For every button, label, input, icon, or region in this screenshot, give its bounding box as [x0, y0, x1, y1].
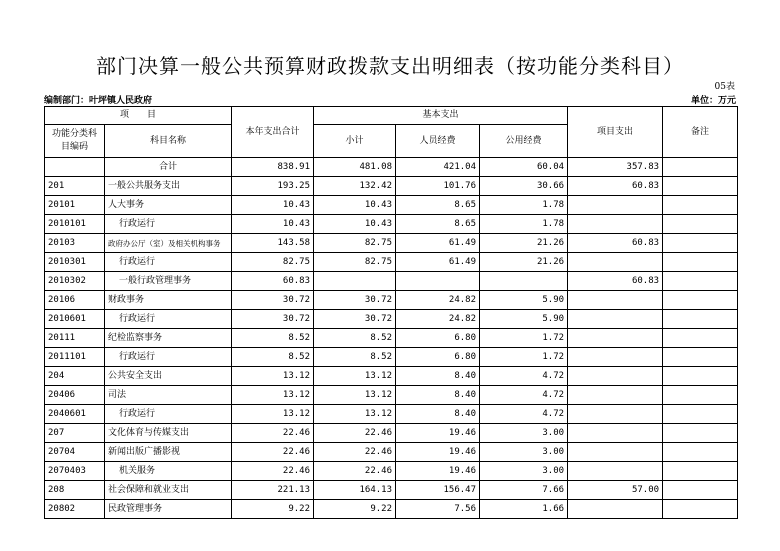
cell-project [568, 215, 663, 234]
cell-project [568, 443, 663, 462]
cell-public: 21.26 [480, 234, 568, 253]
cell-name: 政府办公厅（室）及相关机构事务 [105, 234, 232, 253]
cell-total: 22.46 [232, 443, 314, 462]
table-row [45, 348, 738, 367]
cell-subtotal: 22.46 [314, 462, 396, 481]
table-row [45, 500, 738, 519]
cell-public: 21.26 [480, 253, 568, 272]
table-row [45, 272, 738, 291]
cell-code: 20111 [45, 329, 105, 348]
cell-public: 1.78 [480, 215, 568, 234]
header-project: 项目支出 [568, 107, 663, 158]
table-number: 05表 [714, 82, 735, 92]
cell-code: 20802 [45, 500, 105, 519]
cell-code: 2040601 [45, 405, 105, 424]
cell-public: 30.66 [480, 177, 568, 196]
cell-remark [663, 234, 738, 253]
cell-personnel: 8.65 [396, 196, 480, 215]
cell-project [568, 348, 663, 367]
cell-remark [663, 177, 738, 196]
cell-name: 财政事务 [105, 291, 232, 310]
cell-name: 行政运行 [105, 215, 232, 234]
cell-project [568, 329, 663, 348]
header-total: 本年支出合计 [232, 107, 314, 158]
table-row [45, 196, 738, 215]
cell-total: 10.43 [232, 215, 314, 234]
cell-project: 60.83 [568, 177, 663, 196]
cell-public: 1.78 [480, 196, 568, 215]
cell-subtotal: 30.72 [314, 291, 396, 310]
cell-personnel: 24.82 [396, 310, 480, 329]
cell-code: 2011101 [45, 348, 105, 367]
cell-total: 193.25 [232, 177, 314, 196]
cell-subtotal: 13.12 [314, 405, 396, 424]
header-name: 科目名称 [105, 125, 232, 158]
cell-code: 20106 [45, 291, 105, 310]
cell-name: 民政管理事务 [105, 500, 232, 519]
cell-code: 2010101 [45, 215, 105, 234]
cell-total: 82.75 [232, 253, 314, 272]
cell-remark [663, 272, 738, 291]
cell-public: 60.04 [480, 158, 568, 177]
cell-code: 2070403 [45, 462, 105, 481]
unit-label: 单位：万元 [690, 96, 736, 106]
header-public: 公用经费 [480, 125, 568, 158]
cell-personnel: 19.46 [396, 424, 480, 443]
cell-personnel: 6.80 [396, 348, 480, 367]
cell-name: 纪检监察事务 [105, 329, 232, 348]
cell-project [568, 462, 663, 481]
table-row [45, 329, 738, 348]
cell-code [45, 158, 105, 177]
cell-total: 13.12 [232, 367, 314, 386]
table-row [45, 462, 738, 481]
cell-personnel: 421.04 [396, 158, 480, 177]
cell-public: 5.90 [480, 291, 568, 310]
cell-subtotal: 82.75 [314, 253, 396, 272]
cell-remark [663, 424, 738, 443]
cell-total: 8.52 [232, 348, 314, 367]
department-label: 编制部门：叶坪镇人民政府 [44, 96, 153, 106]
table-row [45, 367, 738, 386]
cell-code: 201 [45, 177, 105, 196]
cell-remark [663, 405, 738, 424]
cell-remark [663, 500, 738, 519]
cell-total: 10.43 [232, 196, 314, 215]
cell-code: 208 [45, 481, 105, 500]
cell-subtotal: 132.42 [314, 177, 396, 196]
cell-remark [663, 367, 738, 386]
cell-subtotal [314, 272, 396, 291]
cell-code: 20704 [45, 443, 105, 462]
cell-project [568, 196, 663, 215]
cell-public [480, 272, 568, 291]
table-row [45, 386, 738, 405]
cell-code: 2010301 [45, 253, 105, 272]
cell-code: 20101 [45, 196, 105, 215]
cell-project [568, 291, 663, 310]
table-row [45, 253, 738, 272]
expenditure-table [44, 106, 738, 519]
cell-remark [663, 253, 738, 272]
cell-name: 一般公共服务支出 [105, 177, 232, 196]
cell-name: 行政运行 [105, 253, 232, 272]
cell-project: 60.83 [568, 272, 663, 291]
cell-subtotal: 9.22 [314, 500, 396, 519]
cell-public: 7.66 [480, 481, 568, 500]
cell-personnel: 101.76 [396, 177, 480, 196]
cell-code: 204 [45, 367, 105, 386]
cell-remark [663, 481, 738, 500]
header-code: 功能分类科目编码 [45, 125, 105, 158]
table-row [45, 234, 738, 253]
cell-subtotal: 22.46 [314, 424, 396, 443]
cell-project [568, 424, 663, 443]
cell-name: 行政运行 [105, 405, 232, 424]
cell-remark [663, 329, 738, 348]
cell-name: 社会保障和就业支出 [105, 481, 232, 500]
cell-remark [663, 443, 738, 462]
header-remark: 备注 [663, 107, 738, 158]
cell-personnel: 19.46 [396, 443, 480, 462]
cell-personnel: 61.49 [396, 253, 480, 272]
cell-personnel: 24.82 [396, 291, 480, 310]
cell-project [568, 500, 663, 519]
cell-remark [663, 158, 738, 177]
header-basic: 基本支出 [314, 107, 568, 125]
cell-total: 30.72 [232, 291, 314, 310]
page-title: 部门决算一般公共预算财政拨款支出明细表（按功能分类科目） [96, 54, 684, 78]
cell-public: 5.90 [480, 310, 568, 329]
cell-name: 司法 [105, 386, 232, 405]
table-row [45, 481, 738, 500]
cell-personnel [396, 272, 480, 291]
header-item: 项 目 [45, 107, 232, 125]
cell-personnel: 8.40 [396, 405, 480, 424]
header-subtotal: 小计 [314, 125, 396, 158]
cell-subtotal: 13.12 [314, 386, 396, 405]
table-row-total [45, 158, 738, 177]
cell-total: 8.52 [232, 329, 314, 348]
cell-subtotal: 13.12 [314, 367, 396, 386]
table-row [45, 424, 738, 443]
cell-subtotal: 10.43 [314, 215, 396, 234]
cell-total: 30.72 [232, 310, 314, 329]
cell-project [568, 310, 663, 329]
cell-total: 838.91 [232, 158, 314, 177]
cell-code: 2010601 [45, 310, 105, 329]
cell-total: 22.46 [232, 462, 314, 481]
table-row [45, 177, 738, 196]
cell-project: 357.83 [568, 158, 663, 177]
cell-public: 3.00 [480, 443, 568, 462]
cell-code: 2010302 [45, 272, 105, 291]
cell-personnel: 8.40 [396, 367, 480, 386]
cell-personnel: 8.65 [396, 215, 480, 234]
cell-personnel: 19.46 [396, 462, 480, 481]
cell-subtotal: 8.52 [314, 329, 396, 348]
cell-public: 3.00 [480, 424, 568, 443]
table-row [45, 405, 738, 424]
cell-remark [663, 196, 738, 215]
cell-subtotal: 82.75 [314, 234, 396, 253]
cell-subtotal: 10.43 [314, 196, 396, 215]
cell-code: 20103 [45, 234, 105, 253]
cell-total: 221.13 [232, 481, 314, 500]
cell-public: 1.72 [480, 329, 568, 348]
table-row [45, 310, 738, 329]
cell-name: 公共安全支出 [105, 367, 232, 386]
cell-personnel: 7.56 [396, 500, 480, 519]
cell-name: 文化体育与传媒支出 [105, 424, 232, 443]
cell-name: 一般行政管理事务 [105, 272, 232, 291]
cell-subtotal: 164.13 [314, 481, 396, 500]
cell-project [568, 367, 663, 386]
cell-total: 60.83 [232, 272, 314, 291]
cell-name: 新闻出版广播影视 [105, 443, 232, 462]
cell-subtotal: 481.08 [314, 158, 396, 177]
cell-name: 行政运行 [105, 310, 232, 329]
cell-project: 57.00 [568, 481, 663, 500]
cell-project [568, 253, 663, 272]
cell-name: 合计 [105, 158, 232, 177]
cell-remark [663, 386, 738, 405]
cell-public: 1.66 [480, 500, 568, 519]
table-row [45, 291, 738, 310]
cell-name: 机关服务 [105, 462, 232, 481]
cell-total: 22.46 [232, 424, 314, 443]
cell-personnel: 156.47 [396, 481, 480, 500]
cell-remark [663, 348, 738, 367]
table-row [45, 443, 738, 462]
cell-remark [663, 291, 738, 310]
cell-total: 143.58 [232, 234, 314, 253]
table-row [45, 215, 738, 234]
cell-public: 4.72 [480, 386, 568, 405]
cell-subtotal: 8.52 [314, 348, 396, 367]
cell-remark [663, 310, 738, 329]
cell-code: 20406 [45, 386, 105, 405]
cell-project [568, 386, 663, 405]
cell-total: 13.12 [232, 386, 314, 405]
cell-name: 人大事务 [105, 196, 232, 215]
cell-public: 3.00 [480, 462, 568, 481]
cell-total: 9.22 [232, 500, 314, 519]
meta-line [44, 93, 736, 105]
cell-subtotal: 30.72 [314, 310, 396, 329]
cell-code: 207 [45, 424, 105, 443]
cell-name: 行政运行 [105, 348, 232, 367]
header-personnel: 人员经费 [396, 125, 480, 158]
cell-project [568, 405, 663, 424]
cell-personnel: 61.49 [396, 234, 480, 253]
cell-public: 4.72 [480, 405, 568, 424]
cell-public: 1.72 [480, 348, 568, 367]
cell-subtotal: 22.46 [314, 443, 396, 462]
cell-personnel: 8.40 [396, 386, 480, 405]
cell-remark [663, 462, 738, 481]
cell-personnel: 6.80 [396, 329, 480, 348]
cell-project: 60.83 [568, 234, 663, 253]
cell-total: 13.12 [232, 405, 314, 424]
cell-public: 4.72 [480, 367, 568, 386]
cell-remark [663, 215, 738, 234]
